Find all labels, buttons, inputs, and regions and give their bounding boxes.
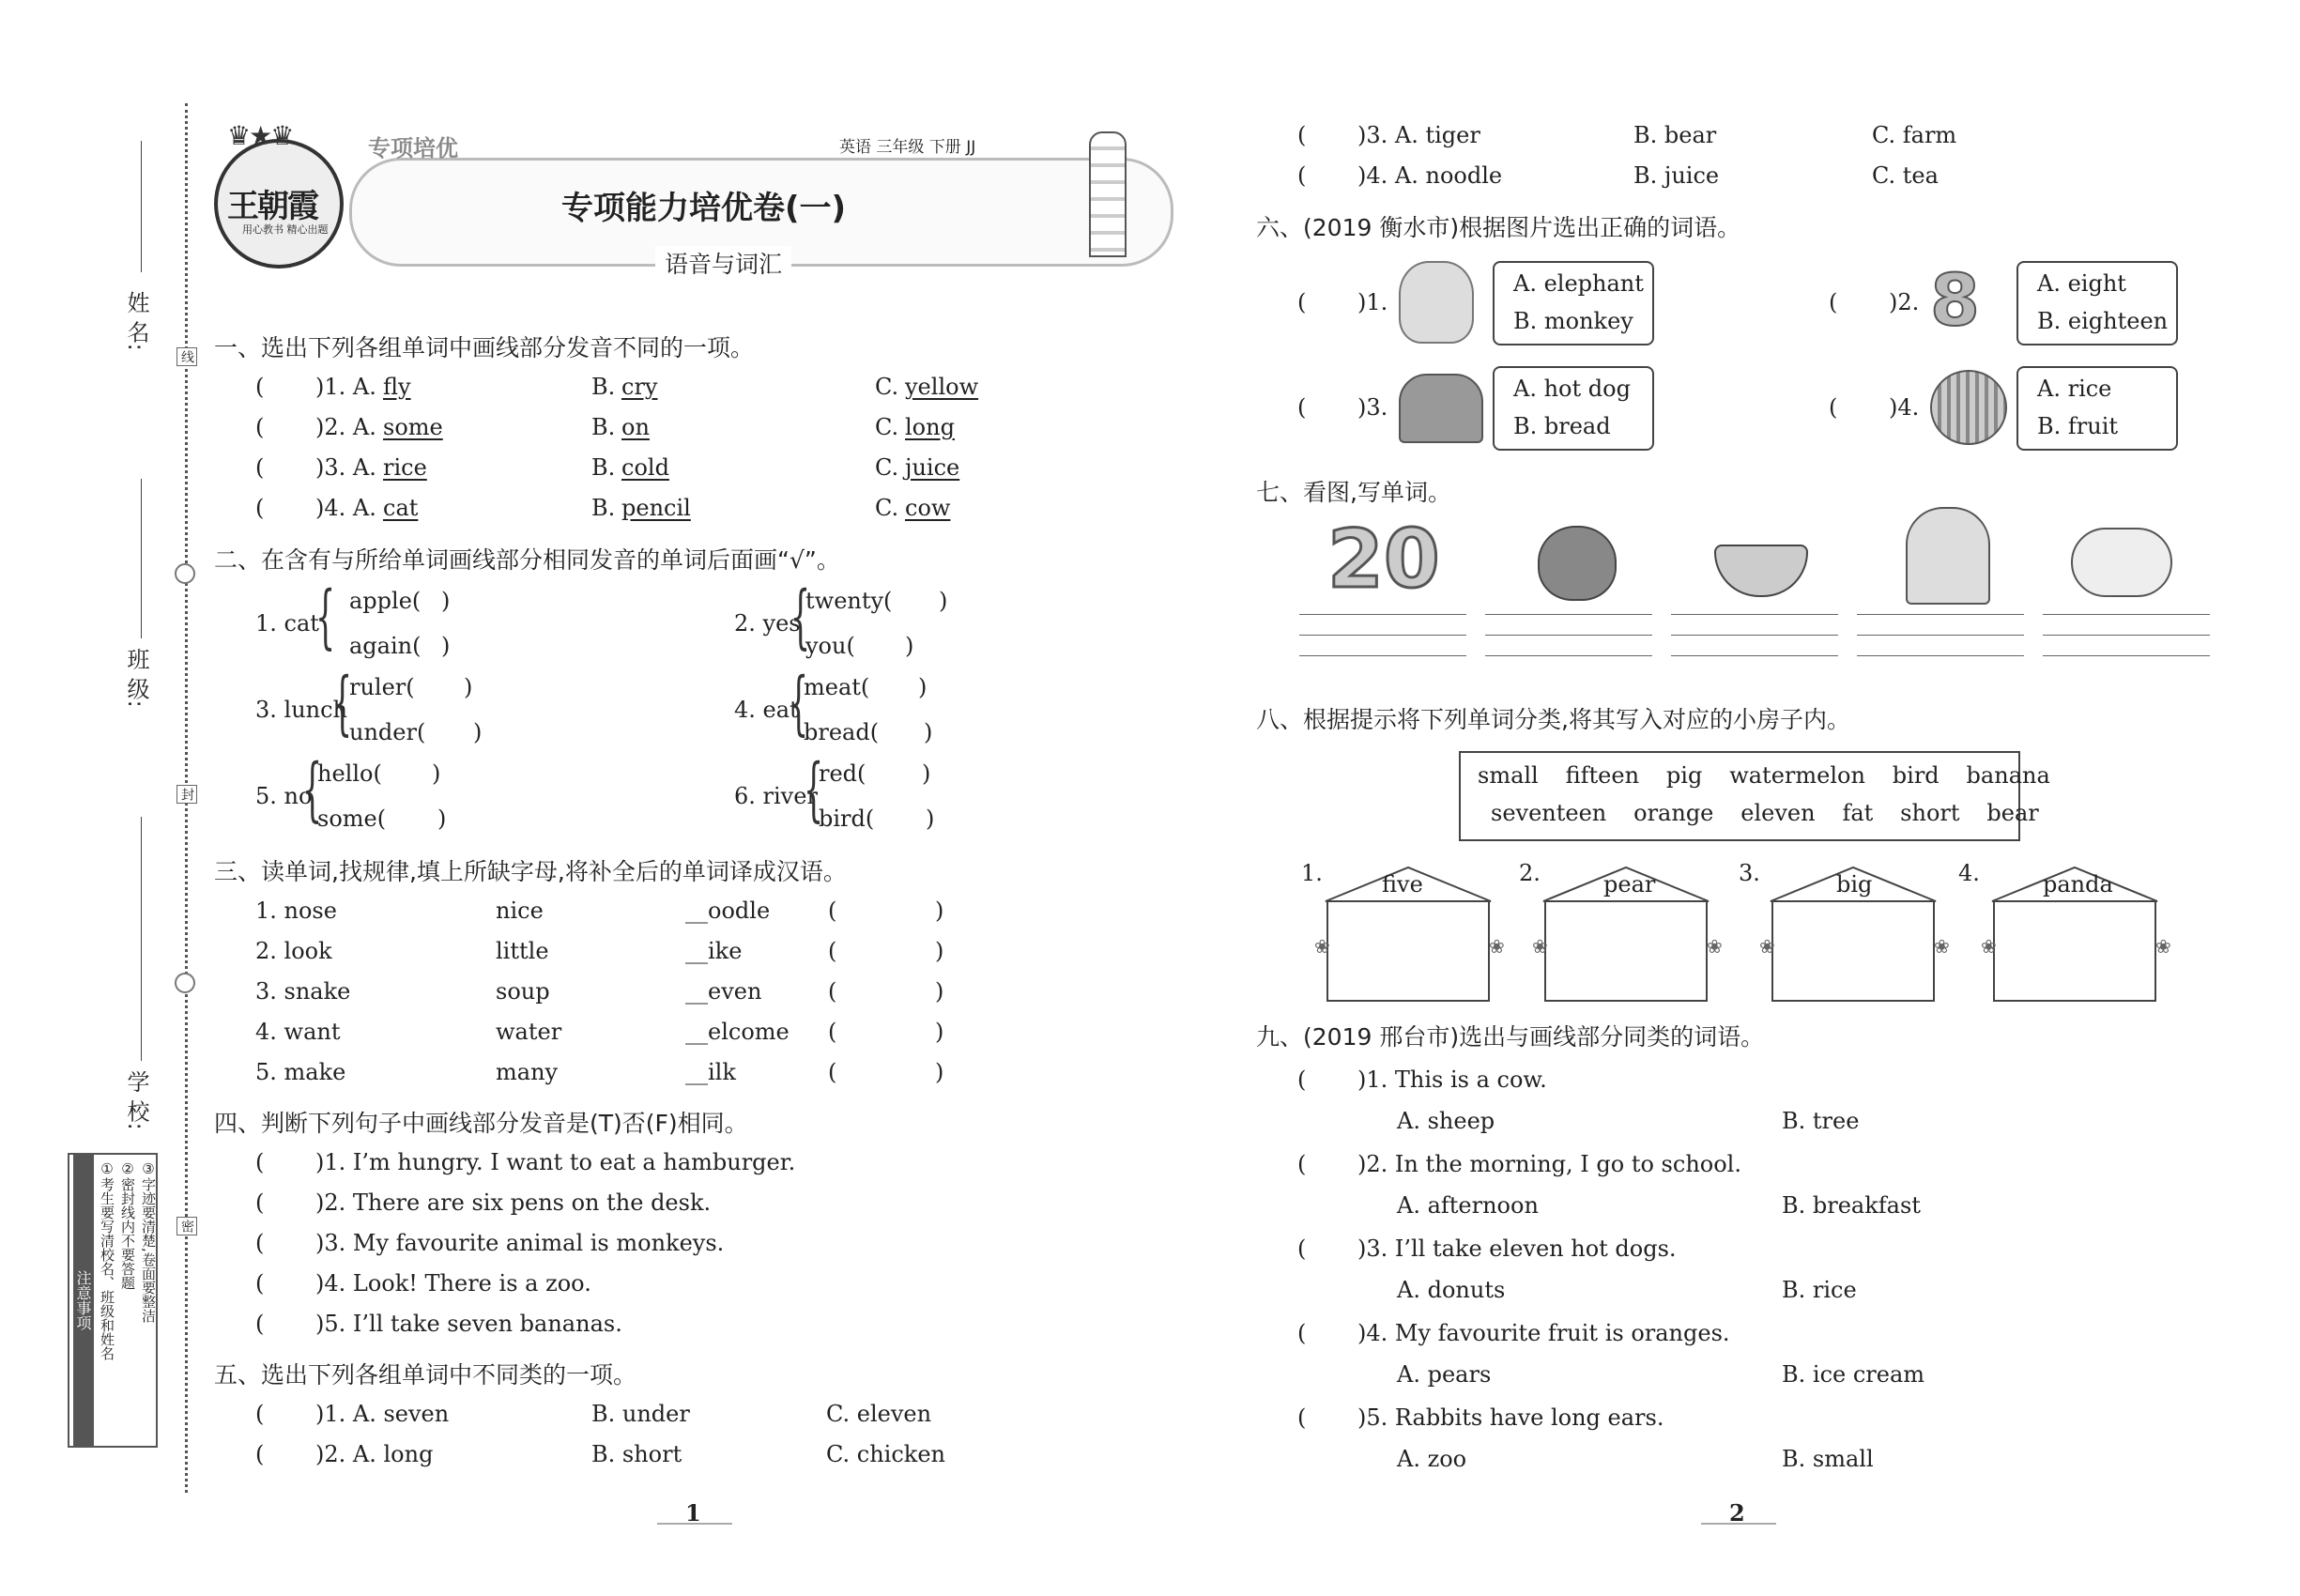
s1-word: cold xyxy=(621,454,669,481)
s5-a: )3. A. tiger xyxy=(1357,122,1480,148)
s1-word: cry xyxy=(621,374,658,400)
s1-opt-c: C. xyxy=(875,414,899,440)
s2-close: ) xyxy=(905,633,914,659)
notes-box xyxy=(68,1153,158,1448)
s2-word: some( xyxy=(317,806,387,832)
s3-b: soup xyxy=(496,978,550,1005)
s9-a: A. donuts xyxy=(1397,1277,1506,1303)
page-number: 1 xyxy=(685,1499,701,1527)
house-label: big xyxy=(1836,871,1873,898)
paren: ( xyxy=(1297,1404,1307,1431)
page-ornament xyxy=(1701,1523,1776,1525)
notes-item: ②密封线内不要答题 xyxy=(119,1160,136,1290)
s2-close: ) xyxy=(918,674,928,700)
write-line xyxy=(1857,614,2024,615)
svg-text:❀: ❀ xyxy=(1981,935,1997,958)
write-line xyxy=(2043,655,2210,656)
s2-close: ) xyxy=(939,588,948,614)
seal-mark-secret: 密 xyxy=(176,1217,197,1235)
series-label: 专项培优 xyxy=(368,135,458,161)
paren: ( xyxy=(255,1401,265,1427)
s2-word: bird( xyxy=(819,806,875,832)
write-line xyxy=(1857,635,2024,636)
s1-opt-c: C. xyxy=(875,495,899,521)
write-line xyxy=(1299,614,1466,615)
s6-num: )3. xyxy=(1357,394,1388,421)
s5-b: B. juice xyxy=(1633,162,1720,189)
house-label: pear xyxy=(1603,871,1656,898)
s2-close: ) xyxy=(432,760,441,787)
s9-q: )3. I’ll take eleven hot dogs. xyxy=(1357,1235,1677,1262)
brace: { xyxy=(790,576,811,657)
s5-b: B. short xyxy=(591,1441,682,1467)
s3-b: nice xyxy=(496,898,544,924)
s3-pc: ) xyxy=(935,1019,944,1045)
s2-word: apple( xyxy=(349,588,422,614)
s1-title: 一、选出下列各组单词中画线部分发音不同的一项。 xyxy=(214,334,755,361)
s3-c: __even xyxy=(685,978,762,1005)
s2-close: ) xyxy=(924,719,933,745)
s8-title: 八、根据提示将下列单词分类,将其写入对应的小房子内。 xyxy=(1256,706,1850,733)
word-bank-row: small fifteen pig watermelon bird banana xyxy=(1478,762,2050,789)
s2-word: you( xyxy=(805,633,855,659)
s9-b: B. breakfast xyxy=(1782,1192,1921,1219)
s6-opt: B. eighteen xyxy=(2037,308,2169,334)
s9-a: A. sheep xyxy=(1397,1108,1495,1134)
s5-a: )1. A. seven xyxy=(315,1401,450,1427)
paren: ( xyxy=(255,1441,265,1467)
write-line xyxy=(1857,655,2024,656)
paren: ( xyxy=(1829,289,1838,315)
brace: { xyxy=(332,663,353,744)
paren: ( xyxy=(1297,122,1307,148)
svg-text:❀: ❀ xyxy=(1532,935,1548,958)
apple-icon xyxy=(1538,526,1617,601)
s3-b: many xyxy=(496,1059,559,1085)
s6-num: )2. xyxy=(1889,289,1920,315)
s9-a: A. afternoon xyxy=(1397,1192,1539,1219)
paren: ( xyxy=(255,495,265,521)
s2-close: ) xyxy=(437,806,447,832)
s2-word: again( xyxy=(349,633,422,659)
brace: { xyxy=(302,749,323,830)
svg-text:❀: ❀ xyxy=(1314,935,1330,958)
s3-b: little xyxy=(496,938,549,964)
s5-a: )2. A. long xyxy=(315,1441,434,1467)
paren: ( xyxy=(255,414,265,440)
s3-a: 3. snake xyxy=(255,978,351,1005)
s2-title: 二、在含有与所给单词画线部分相同发音的单词后面画“√”。 xyxy=(214,546,840,574)
s3-pc: ) xyxy=(935,1059,944,1085)
exam-subtitle: 语音与词汇 xyxy=(655,246,791,280)
s1-opt-c: C. xyxy=(875,454,899,481)
s6-num: )4. xyxy=(1889,394,1920,421)
s9-b: B. ice cream xyxy=(1782,1361,1925,1388)
logo-text: 王朝霞 xyxy=(227,188,317,225)
class-label: 班 级: xyxy=(123,648,149,708)
s3-a: 2. look xyxy=(255,938,332,964)
s1-word: cow xyxy=(905,495,951,521)
s9-title: 九、(2019 邢台市)选出与画线部分同类的词语。 xyxy=(1256,1023,1765,1051)
logo xyxy=(214,120,344,269)
svg-text:❀: ❀ xyxy=(1707,935,1723,958)
paren: ( xyxy=(1297,162,1307,189)
s2-key: 3. lunch xyxy=(255,697,348,723)
s2-key: 6. river xyxy=(734,783,818,809)
write-line xyxy=(2043,614,2210,615)
binding-circle-2 xyxy=(175,973,195,993)
logo-sub: 用心教书 精心出题 xyxy=(242,223,329,236)
s4-row: )1. I’m hungry. I want to eat a hamburger. xyxy=(315,1149,796,1175)
s1-word: yellow xyxy=(905,374,979,400)
word-bank-row: seventeen orange eleven fat short bear xyxy=(1491,800,2039,826)
elephant-icon xyxy=(1399,261,1474,344)
page-ornament xyxy=(657,1523,732,1525)
binding-circle-1 xyxy=(175,563,195,584)
s2-key: 5. no xyxy=(255,783,313,809)
brace: { xyxy=(804,749,824,830)
s1-word: on xyxy=(621,414,650,440)
s5-b: B. bear xyxy=(1633,122,1717,148)
svg-text:❀: ❀ xyxy=(1759,935,1775,958)
s9-a: A. zoo xyxy=(1397,1446,1467,1472)
class-line xyxy=(141,479,142,638)
paren: ( xyxy=(255,1189,265,1216)
house-num: 1. xyxy=(1301,860,1323,886)
s3-c: __oodle xyxy=(685,898,771,924)
s4-title: 四、判断下列句子中画线部分发音是(T)否(F)相同。 xyxy=(214,1110,748,1137)
svg-text:❀: ❀ xyxy=(1489,935,1505,958)
s6-title: 六、(2019 衡水市)根据图片选出正确的词语。 xyxy=(1256,214,1741,241)
paren: ( xyxy=(255,1230,265,1256)
school-label: 学 校: xyxy=(123,1070,149,1130)
s6-opt: A. eight xyxy=(2037,270,2126,297)
notes-title: 注意事项 xyxy=(73,1155,94,1446)
s1-opt-c: C. xyxy=(875,374,899,400)
s1-word: rice xyxy=(383,454,427,481)
s9-b: B. tree xyxy=(1782,1108,1860,1134)
s1-word: pencil xyxy=(621,495,691,521)
s6-opt: B. monkey xyxy=(1513,308,1633,334)
s4-row: )5. I’ll take seven bananas. xyxy=(315,1311,622,1337)
brace: { xyxy=(789,663,809,744)
paren: ( xyxy=(255,374,265,400)
house-label: panda xyxy=(2043,871,2113,898)
s2-key: 1. cat xyxy=(255,610,319,637)
s6-opt: A. rice xyxy=(2037,376,2112,402)
lighthouse-icon xyxy=(1089,131,1127,257)
s1-word: some xyxy=(383,414,443,440)
s9-q: )1. This is a cow. xyxy=(1357,1067,1547,1093)
number-twenty-image: 20 xyxy=(1327,513,1440,606)
s5-c: C. eleven xyxy=(826,1401,932,1427)
write-line xyxy=(1485,655,1652,656)
s2-word: hello( xyxy=(317,760,382,787)
farmer-icon xyxy=(1906,507,1990,605)
paren: ( xyxy=(1297,1151,1307,1177)
paren: ( xyxy=(1297,1235,1307,1262)
s2-word: red( xyxy=(819,760,866,787)
s3-pc: ) xyxy=(935,978,944,1005)
write-line xyxy=(2043,635,2210,636)
s2-key: 4. eat xyxy=(734,697,799,723)
house-label: five xyxy=(1382,871,1423,898)
s5-title: 五、选出下列各组单词中不同类的一项。 xyxy=(214,1361,637,1389)
s4-row: )3. My favourite animal is monkeys. xyxy=(315,1230,725,1256)
s3-po: ( xyxy=(828,938,837,964)
s5-a: )4. A. noodle xyxy=(1357,162,1503,189)
s3-a: 1. nose xyxy=(255,898,337,924)
s2-close: ) xyxy=(441,633,451,659)
s1-word: cat xyxy=(383,495,419,521)
paren: ( xyxy=(1297,1067,1307,1093)
write-line xyxy=(1671,614,1838,615)
paren: ( xyxy=(255,1270,265,1297)
svg-text:❀: ❀ xyxy=(1934,935,1950,958)
s9-q: )4. My favourite fruit is oranges. xyxy=(1357,1320,1730,1346)
write-line xyxy=(1671,635,1838,636)
s3-title: 三、读单词,找规律,填上所缺字母,将补全后的单词译成汉语。 xyxy=(214,858,847,885)
s6-opt: A. elephant xyxy=(1513,270,1644,297)
bread-icon xyxy=(1399,374,1483,443)
s1-word: juice xyxy=(905,454,960,481)
s6-opt: A. hot dog xyxy=(1513,376,1631,402)
s9-b: B. small xyxy=(1782,1446,1874,1472)
s7-title: 七、看图,写单词。 xyxy=(1256,479,1451,506)
s4-row: )2. There are six pens on the desk. xyxy=(315,1189,712,1216)
s2-word: bread( xyxy=(804,719,880,745)
house-num: 3. xyxy=(1739,860,1760,886)
s3-c: __elcome xyxy=(685,1019,790,1045)
meta-label: 英语 三年级 下册 JJ xyxy=(839,138,976,157)
s5-c: C. farm xyxy=(1872,122,1957,148)
s1-num: )2. A. xyxy=(315,414,376,440)
s2-close: ) xyxy=(464,674,473,700)
s1-word: long xyxy=(905,414,955,440)
s3-po: ( xyxy=(828,898,837,924)
s2-word: ruler( xyxy=(349,674,415,700)
bowl-icon xyxy=(1714,545,1808,597)
paren: ( xyxy=(1297,289,1307,315)
s3-po: ( xyxy=(828,1059,837,1085)
sheep-icon xyxy=(2071,528,2172,597)
s2-close: ) xyxy=(926,806,935,832)
seal-mark-seal: 封 xyxy=(176,785,197,804)
s1-word: fly xyxy=(383,374,411,400)
svg-text:❀: ❀ xyxy=(2155,935,2171,958)
s3-pc: ) xyxy=(935,938,944,964)
s9-a: A. pears xyxy=(1397,1361,1492,1388)
s9-q: )5. Rabbits have long ears. xyxy=(1357,1404,1664,1431)
s2-close: ) xyxy=(922,760,931,787)
s2-key: 2. yes xyxy=(734,610,801,637)
paren: ( xyxy=(1297,394,1307,421)
school-line xyxy=(141,817,142,1061)
notes-item: ③字迹要清楚,卷面要整洁 xyxy=(140,1160,157,1323)
s9-q: )2. In the morning, I go to school. xyxy=(1357,1151,1741,1177)
s9-b: B. rice xyxy=(1782,1277,1857,1303)
s1-opt-b: B. xyxy=(591,454,616,481)
s5-b: B. under xyxy=(591,1401,690,1427)
s3-po: ( xyxy=(828,978,837,1005)
s6-num: )1. xyxy=(1357,289,1388,315)
s1-opt-b: B. xyxy=(591,495,616,521)
s2-word: meat( xyxy=(804,674,870,700)
house-num: 4. xyxy=(1958,860,1980,886)
write-line xyxy=(1299,635,1466,636)
s1-opt-b: B. xyxy=(591,374,616,400)
s2-word: twenty( xyxy=(805,588,893,614)
s2-word: under( xyxy=(349,719,426,745)
s4-row: )4. Look! There is a zoo. xyxy=(315,1270,591,1297)
write-line xyxy=(1485,635,1652,636)
page-number: 2 xyxy=(1729,1499,1745,1527)
name-label: 姓 名: xyxy=(123,291,149,351)
s3-b: water xyxy=(496,1019,562,1045)
paren: ( xyxy=(255,1149,265,1175)
exam-title: 专项能力培优卷(一) xyxy=(561,190,847,227)
house-num: 2. xyxy=(1519,860,1541,886)
s2-close: ) xyxy=(441,588,451,614)
write-line xyxy=(1671,655,1838,656)
paren: ( xyxy=(1829,394,1838,421)
logo-crown: ♛★♛ xyxy=(227,120,293,151)
eight-icon: 8 xyxy=(1930,258,1980,342)
s1-opt-b: B. xyxy=(591,414,616,440)
s5-c: C. tea xyxy=(1872,162,1939,189)
s6-opt: B. fruit xyxy=(2037,413,2119,439)
s3-po: ( xyxy=(828,1019,837,1045)
write-line xyxy=(1299,655,1466,656)
notes-item: ①考生要写清校名、班级和姓名 xyxy=(99,1160,115,1360)
paren: ( xyxy=(255,1311,265,1337)
brace: { xyxy=(315,576,336,657)
s3-pc: ) xyxy=(935,898,944,924)
name-line xyxy=(141,141,142,272)
s1-num: )3. A. xyxy=(315,454,376,481)
paren: ( xyxy=(1297,1320,1307,1346)
seal-mark-line: 线 xyxy=(176,347,197,366)
s3-c: __ike xyxy=(685,938,743,964)
paren: ( xyxy=(255,454,265,481)
s3-a: 4. want xyxy=(255,1019,341,1045)
s3-a: 5. make xyxy=(255,1059,346,1085)
s1-num: )4. A. xyxy=(315,495,376,521)
s5-c: C. chicken xyxy=(826,1441,945,1467)
s3-c: __ilk xyxy=(685,1059,736,1085)
s2-close: ) xyxy=(473,719,483,745)
write-line xyxy=(1485,614,1652,615)
fruit-icon xyxy=(1930,370,2007,445)
s1-num: )1. A. xyxy=(315,374,376,400)
s6-opt: B. bread xyxy=(1513,413,1611,439)
